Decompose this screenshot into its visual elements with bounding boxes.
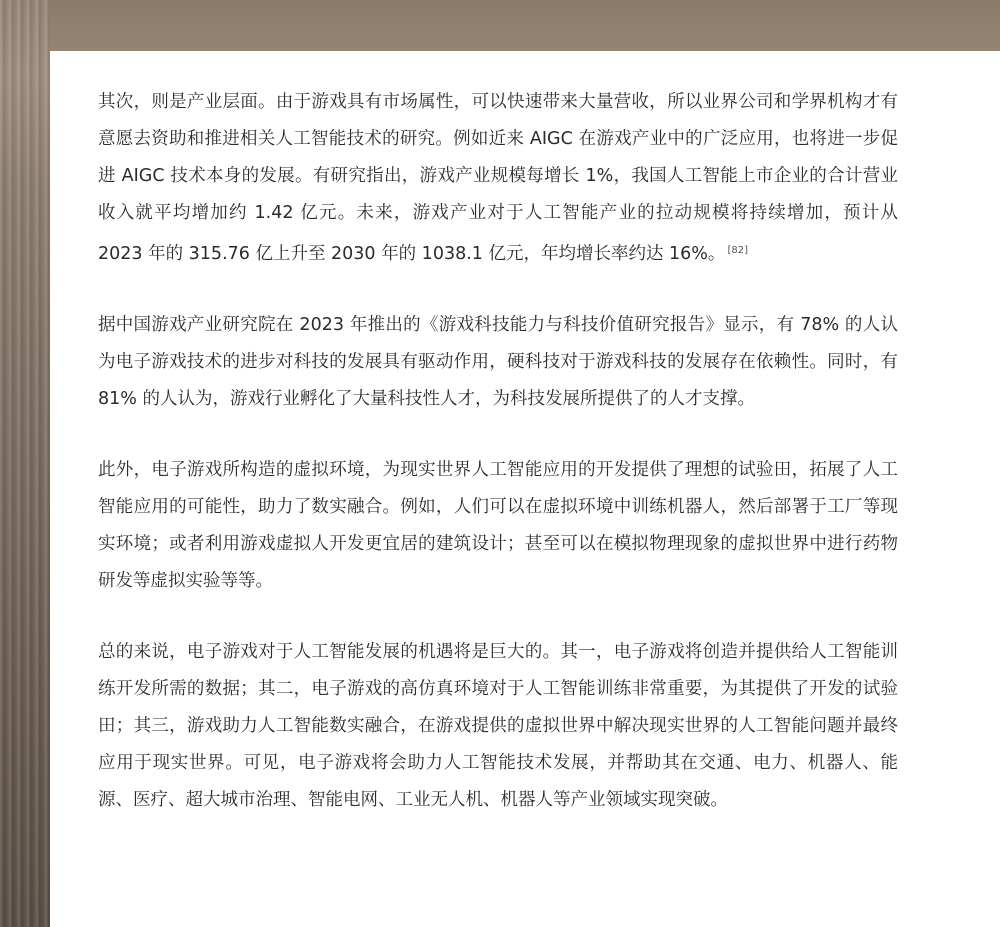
article-body: [98, 84, 898, 853]
paragraph-virtual-environment: [98, 452, 898, 600]
paragraph-text: 其次，则是产业层面。由于游戏具有市场属性，可以快速带来大量营收，所以业界公司和学界机构才有意愿去资助和推进相关人工智能技术的研究。例如近来 AIGC 在游戏产业中的广泛应用，也将进一步促进 AIGC 技术本身的发展。有研究指出，游戏产业规模每增长 1%，我国人工智能上市企业的合计营业收入就平均增加约 1.42 亿元。未来，游戏产业对于人工智能产业的拉动规模将持续增加，预计从 2023 年的 315.76 亿上升至 2030 年的 1038.1 亿元，年均增长率约达 16%。: [98, 92, 898, 264]
paragraph-summary: [98, 634, 898, 819]
paragraph-text: 总的来说，电子游戏对于人工智能发展的机遇将是巨大的。其一，电子游戏将创造并提供给人工智能训练开发所需的数据；其二，电子游戏的高仿真环境对于人工智能训练非常重要，为其提供了开发的试验田；其三，游戏助力人工智能数实融合，在游戏提供的虚拟世界中解决现实世界的人工智能问题并最终应用于现实世界。可见，电子游戏将会助力人工智能技术发展，并帮助其在交通、电力、机器人、能源、医疗、超大城市治理、智能电网、工业无人机、机器人等产业领域实现突破。: [98, 642, 898, 810]
paragraph-text: 据中国游戏产业研究院在 2023 年推出的《游戏科技能力与科技价值研究报告》显示，有 78% 的人认为电子游戏技术的进步对科技的发展具有驱动作用，硬科技对于游戏科技的发展存在依赖性。同时，有 81% 的人认为，游戏行业孵化了大量科技性人才，为科技发展所提供了的人才支撑。: [98, 315, 898, 409]
paragraph-research-report: [98, 307, 898, 418]
paragraph-text: 此外，电子游戏所构造的虚拟环境，为现实世界人工智能应用的开发提供了理想的试验田，拓展了人工智能应用的可能性，助力了数实融合。例如，人们可以在虚拟环境中训练机器人，然后部署于工厂等现实环境；或者利用游戏虚拟人开发更宜居的建筑设计；甚至可以在模拟物理现象的虚拟世界中进行药物研发等虚拟实验等等。: [98, 460, 898, 591]
citation-ref: [82]: [727, 245, 748, 256]
paragraph-industry-level: [98, 84, 898, 273]
background-texture: [0, 0, 50, 927]
document-page: [50, 51, 1000, 927]
